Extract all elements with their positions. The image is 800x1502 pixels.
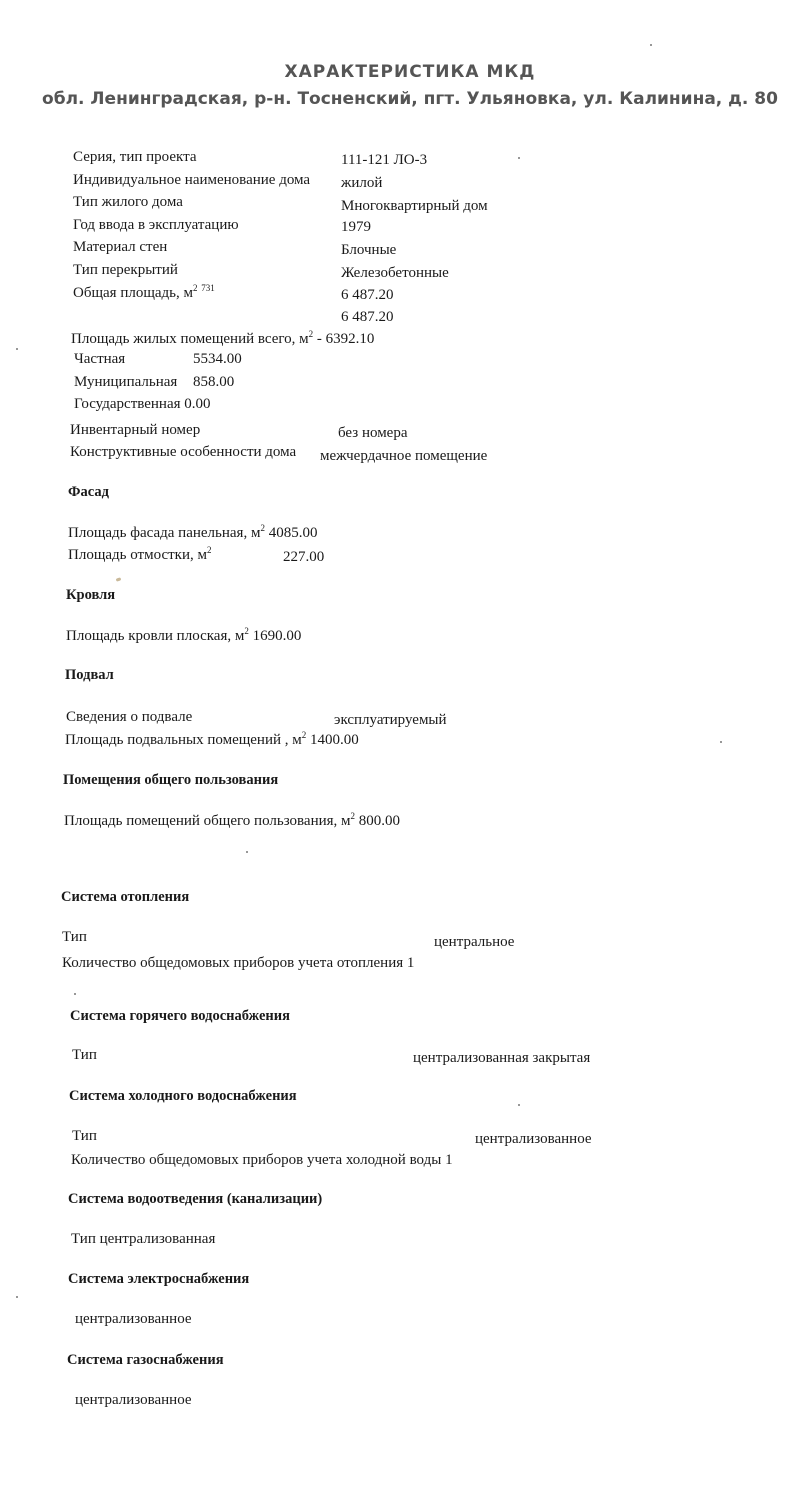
document-address: обл. Ленинградская, р-н. Тосненский, пгт. Ульяновка, ул. Калинина, д. 80	[42, 89, 778, 109]
heating-heading: Система отопления	[61, 889, 190, 905]
basement-area-unit: , м	[284, 732, 302, 748]
name-label: Индивидуальное наименование дома	[73, 172, 311, 188]
common-area-row	[64, 812, 400, 830]
blind-area-label-text: Площадь отмостки, м	[68, 547, 207, 563]
heating-meters-label: Количество общедомовых приборов учета отопления	[62, 955, 404, 971]
private-label: Частная	[74, 351, 126, 367]
gas-heading: Система газоснабжения	[67, 1352, 224, 1368]
total-area-value-1: 6 487.20	[341, 287, 394, 303]
heating-type-value: центральное	[434, 934, 515, 950]
total-area-label-text: Общая площадь, м	[73, 285, 194, 301]
features-value: межчердачное помещение	[320, 448, 488, 464]
sewer-type-row	[71, 1230, 215, 1248]
electric-value: централизованное	[75, 1311, 192, 1327]
inventory-value: без номера	[338, 425, 408, 441]
floors-label: Тип перекрытий	[73, 262, 178, 278]
basement-area-row	[65, 731, 359, 749]
total-area-sup: 2	[193, 283, 198, 293]
state-label: Государственная	[74, 396, 181, 412]
basement-info-label: Сведения о подвале	[66, 709, 193, 725]
year-label: Год ввода в эксплуатацию	[73, 217, 239, 233]
municipal-value: 858.00	[193, 374, 235, 390]
roof-flat-value: 1690.00	[252, 628, 302, 644]
cold-water-meters-value: 1	[445, 1152, 453, 1168]
heating-type-label: Тип	[62, 929, 87, 945]
state-value: 0.00	[184, 396, 211, 412]
scan-speck	[518, 157, 520, 159]
name-value: жилой	[341, 175, 383, 191]
sewer-heading: Система водоотведения (канализации)	[68, 1191, 323, 1207]
cold-water-type-label: Тип	[72, 1128, 97, 1144]
walls-value: Блочные	[341, 242, 397, 258]
heating-meters-row	[62, 954, 414, 972]
hot-water-heading: Система горячего водоснабжения	[70, 1008, 290, 1024]
cold-water-meters-row	[71, 1151, 453, 1169]
blind-area-value: 227.00	[283, 549, 325, 565]
common-area-sup: 2	[350, 811, 356, 821]
heating-meters-value: 1	[406, 955, 415, 971]
basement-area-value: 1400.00	[310, 732, 359, 748]
basement-area-sup: 2	[301, 730, 307, 740]
scan-speck	[518, 1104, 520, 1106]
scan-speck	[650, 44, 652, 46]
living-area-value: - 6392.10	[316, 331, 375, 347]
scan-speck	[16, 1296, 18, 1298]
electric-heading: Система электроснабжения	[68, 1271, 250, 1287]
common-area-label: Площадь помещений общего пользования, м	[64, 813, 351, 829]
house-type-value: Многоквартирный дом	[341, 198, 488, 214]
blind-area-label	[68, 546, 212, 564]
living-area-label: Площадь жилых помещений всего, м	[71, 331, 309, 347]
roof-flat-label: Площадь кровли плоская, м	[66, 628, 245, 644]
gas-value: централизованное	[75, 1392, 192, 1408]
facade-panel-row	[68, 524, 317, 542]
cold-water-meters-label: Количество общедомовых приборов учета холодной воды	[71, 1152, 442, 1168]
document-title: ХАРАКТЕРИСТИКА МКД	[284, 62, 536, 82]
house-type-label: Тип жилого дома	[73, 194, 183, 210]
total-area-sup-2: 731	[201, 283, 215, 293]
floors-value: Железобетонные	[341, 265, 449, 281]
facade-heading: Фасад	[68, 484, 109, 500]
common-heading: Помещения общего пользования	[63, 772, 279, 788]
roof-flat-row	[66, 627, 301, 645]
basement-area-label: Площадь подвальных помещений	[65, 732, 282, 748]
scan-speck	[16, 348, 18, 350]
cold-water-heading: Система холодного водоснабжения	[69, 1088, 297, 1104]
scan-speck	[74, 993, 76, 995]
common-area-value: 800.00	[358, 813, 401, 829]
basement-info-value: эксплуатируемый	[334, 712, 447, 728]
scan-smudge	[116, 577, 122, 582]
basement-heading: Подвал	[65, 667, 114, 683]
sewer-type-label: Тип	[71, 1231, 96, 1247]
sewer-type-value: централизованная	[99, 1231, 216, 1247]
state-row	[74, 395, 211, 413]
living-area-row	[71, 330, 374, 348]
roof-flat-sup: 2	[244, 626, 249, 636]
scan-speck	[720, 741, 722, 743]
facade-panel-label: Площадь фасада панельная, м	[68, 525, 261, 541]
year-value: 1979	[341, 219, 371, 235]
series-value: 111-121 ЛО-3	[341, 152, 428, 168]
hot-water-type-label: Тип	[72, 1047, 97, 1063]
inventory-label: Инвентарный номер	[70, 422, 201, 438]
roof-heading: Кровля	[66, 587, 116, 603]
series-label: Серия, тип проекта	[73, 149, 197, 165]
scan-speck	[246, 851, 248, 853]
facade-panel-value: 4085.00	[268, 525, 318, 541]
living-area-sup: 2	[308, 329, 314, 339]
municipal-label: Муниципальная	[74, 374, 178, 390]
walls-label: Материал стен	[73, 239, 168, 255]
cold-water-type-value: централизованное	[475, 1131, 592, 1147]
blind-area-sup: 2	[207, 545, 212, 555]
total-area-label	[73, 284, 215, 302]
facade-panel-sup: 2	[260, 523, 265, 533]
total-area-value-2: 6 487.20	[341, 309, 394, 325]
features-label: Конструктивные особенности дома	[70, 444, 297, 460]
hot-water-type-value: централизованная закрытая	[413, 1050, 591, 1066]
private-value: 5534.00	[193, 351, 242, 367]
